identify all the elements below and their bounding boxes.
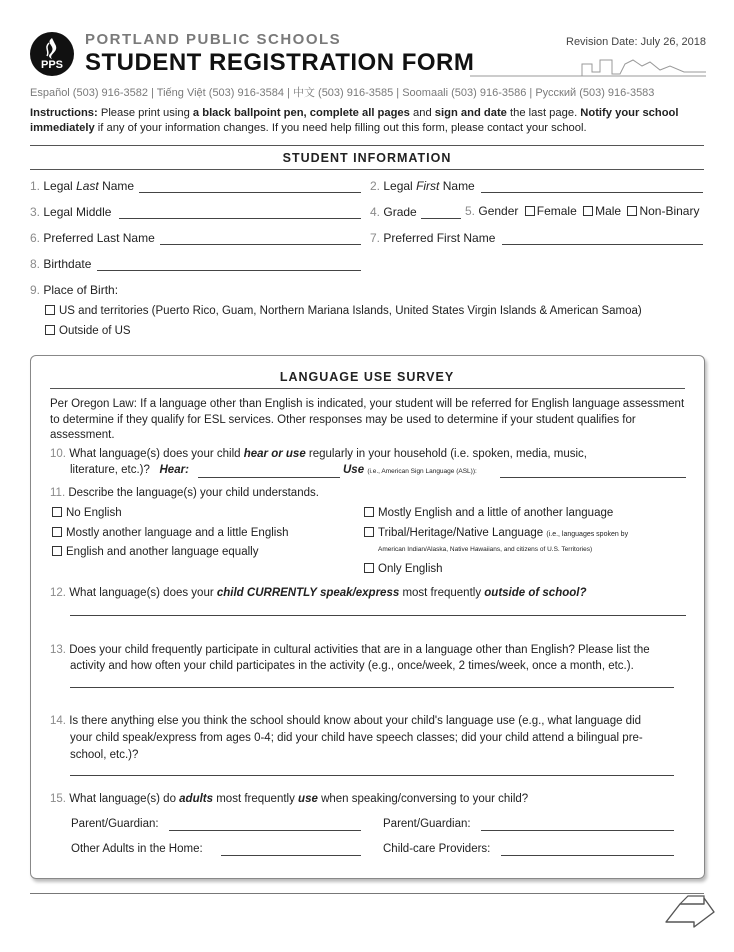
preferred-last-name-field[interactable] [160,244,361,245]
preferred-first-name-field[interactable] [502,244,703,245]
q11-only-english-checkbox[interactable]: Only English [364,563,443,575]
q12-text: 12. What language(s) does your child CURRENTLY speak/express most frequently outside of school? [50,587,587,599]
grade-field[interactable] [421,218,461,219]
gender-nonbinary-checkbox[interactable]: Non-Binary [624,204,699,218]
birthdate-field[interactable] [97,270,361,271]
q11-mostly-english-checkbox[interactable]: Mostly English and a little of another language [364,507,613,519]
parent-guardian-1-field[interactable] [169,830,361,831]
gender-male-checkbox[interactable]: Male [580,204,621,218]
legal-middle-label: 3. Legal Middle [30,205,112,219]
instructions: Instructions: Please print using a black ballpoint pen, complete all pages and sign and date the last page. Notify your school immediately if any of your information changes. If you need help filling out this form, please contact your school. [30,107,679,134]
q12-answer-field[interactable] [70,615,686,616]
childcare-providers-field[interactable] [501,855,674,856]
grade-label: 4. Grade [370,205,417,219]
q14-text: 14. Is there anything else you think the school should know about your child's language use (e.g., what language did your child speak/express from ages 0-4; did your child have speech classes; did your child attend a bilingual pre- school, etc.)? [50,715,643,761]
section-heading-language-survey: LANGUAGE USE SURVEY [279,370,455,384]
preferred-first-name-label: 7. Preferred First Name [370,231,496,245]
q11-no-english-checkbox[interactable]: No English [52,507,122,519]
section-heading-student-info: STUDENT INFORMATION [282,151,452,165]
q15-text: 15. What language(s) do adults most frequently use when speaking/conversing to your child? [50,793,529,805]
legal-first-name-label: 2. Legal First Name [370,179,475,193]
birth-us-checkbox[interactable]: US and territories (Puerto Rico, Guam, Northern Mariana Islands, United States Virgin Islands & American Samoa) [45,305,642,317]
birthdate-label: 8. Birthdate [30,257,92,271]
gender-female-checkbox[interactable]: Female [522,204,577,218]
oregon-law-intro: Per Oregon Law: If a language other than English is indicated, your student will be referred for English language assessment to determine if they qualify for ESL services. Other responses may be used to determine if your student qualifies for assessment. [50,398,685,441]
birth-outside-us-checkbox[interactable]: Outside of US [45,325,131,337]
q10-text-line2: literature, etc.)? Hear: [70,464,189,476]
q10-use-field[interactable] [500,477,686,478]
q11-tribal-note: American Indian/Alaska, Native Hawaiians, and citizens of U.S. Territories) [378,546,593,553]
skyline-graphic [470,56,706,80]
preferred-last-name-label: 6. Preferred Last Name [30,231,155,245]
other-adults-field[interactable] [221,855,361,856]
revision-date: Revision Date: July 26, 2018 [566,36,707,48]
q13-answer-field[interactable] [70,687,674,688]
place-of-birth-label: 9. Place of Birth: [30,283,119,297]
childcare-providers-label: Child-care Providers: [383,843,491,855]
next-page-arrow-icon[interactable] [664,892,720,928]
pps-logo [30,32,74,76]
page-title: STUDENT REGISTRATION FORM [85,49,475,76]
logo-text: PPS [40,59,63,71]
district-name: PORTLAND PUBLIC SCHOOLS [85,31,342,48]
legal-last-name-label: 1. Legal Last Name [30,179,135,193]
q11-english-and-another-checkbox[interactable]: English and another language equally [52,546,258,558]
parent-guardian-2-field[interactable] [481,830,674,831]
q10-text: 10. What language(s) does your child hear or use regularly in your household (i.e. spoken, media, music, [50,448,587,460]
legal-last-name-field[interactable] [139,192,361,193]
parent-guardian-1-label: Parent/Guardian: [71,818,159,830]
other-adults-label: Other Adults in the Home: [71,843,203,855]
gender-group: 5. Gender Female Male Non-Binary [465,204,700,218]
parent-guardian-2-label: Parent/Guardian: [383,818,471,830]
q11-mostly-another-checkbox[interactable]: Mostly another language and a little English [52,527,288,539]
legal-middle-field[interactable] [119,218,361,219]
q10-use-label: Use (i.e., American Sign Language (ASL)): [343,464,477,476]
q11-text: 11. Describe the language(s) your child understands. [50,487,319,499]
q13-text: 13. Does your child frequently participate in cultural activities that are in a language other than English? Please list the activity and how often your child participates in the activity (e.g., once/week, 2 times/week, once a month, etc.). [50,644,650,672]
legal-first-name-field[interactable] [481,192,703,193]
q14-answer-field[interactable] [70,775,674,776]
q10-hear-field[interactable] [198,477,340,478]
q11-tribal-heritage-checkbox[interactable]: Tribal/Heritage/Native Language (i.e., languages spoken by [364,527,628,539]
language-phone-lines: Español (503) 916-3582 | Tiếng Việt (503) 916-3584 | 中文 (503) 916-3585 | Soomaali (503) 916-3586 | Русский (503) 916-3583 [30,87,655,99]
